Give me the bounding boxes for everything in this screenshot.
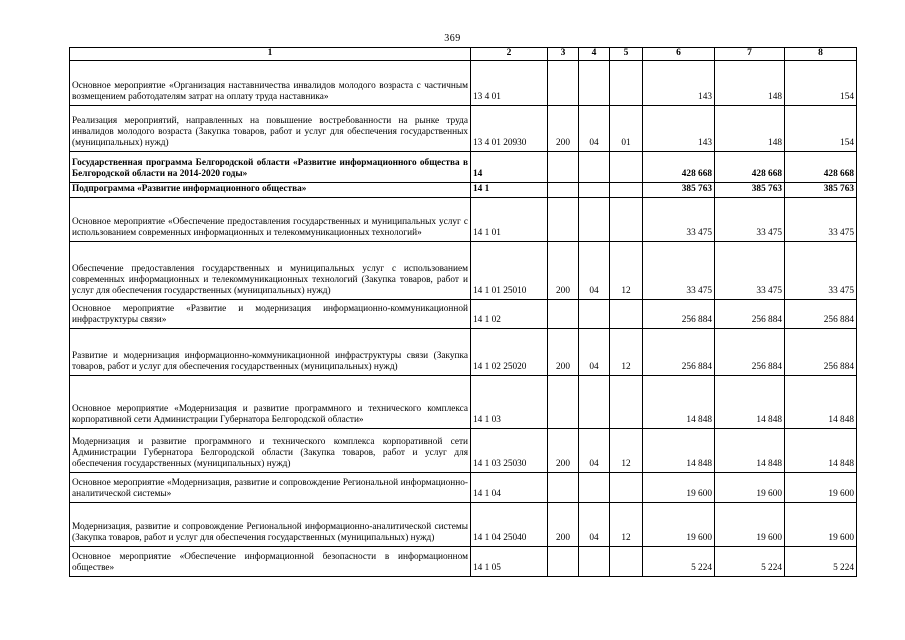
row-code: 14 1 04 [471, 472, 548, 502]
row-pr [610, 60, 643, 105]
row-name: Развитие и модернизация информационно-коммуникационной инфраструктуры связи (Закупка товаров, работ и услуг для обеспечения государственных (муниципальных) нужд) [70, 328, 471, 375]
row-rz [579, 182, 610, 197]
row-vr [548, 472, 579, 502]
header-cell-year2: 7 [715, 48, 785, 61]
row-year2: 19 600 [715, 502, 785, 546]
row-code: 14 1 01 [471, 197, 548, 241]
row-pr: 12 [610, 502, 643, 546]
row-year1: 428 668 [643, 151, 715, 182]
header-cell-vr: 3 [548, 48, 579, 61]
table-row [70, 105, 857, 151]
table-header-row [70, 48, 857, 61]
row-year3: 33 475 [785, 241, 857, 299]
row-year2: 256 884 [715, 328, 785, 375]
table-row [70, 328, 857, 375]
row-year3: 256 884 [785, 328, 857, 375]
row-code: 14 1 01 25010 [471, 241, 548, 299]
table-row [70, 502, 857, 546]
row-year1: 19 600 [643, 472, 715, 502]
row-year2: 33 475 [715, 241, 785, 299]
table-row [70, 182, 857, 197]
row-year2: 19 600 [715, 472, 785, 502]
row-code: 14 1 02 25020 [471, 328, 548, 375]
row-year1: 385 763 [643, 182, 715, 197]
row-year3: 19 600 [785, 472, 857, 502]
row-rz: 04 [579, 502, 610, 546]
header-cell-name: 1 [70, 48, 471, 61]
row-name: Модернизация и развитие программного и технического комплекса корпоративной сети Администрации Губернатора Белгородской области (Закупка товаров, работ и услуг для обеспечения государственных (муниципальных) нужд) [70, 428, 471, 472]
row-year2: 5 224 [715, 546, 785, 576]
table-row [70, 151, 857, 182]
row-rz [579, 151, 610, 182]
header-cell-rz: 4 [579, 48, 610, 61]
row-name: Модернизация, развитие и сопровождение Региональной информационно-аналитической системы (Закупка товаров, работ и услуг для обеспечения государственных (муниципальных) нужд) [70, 502, 471, 546]
row-name: Обеспечение предоставления государственных и муниципальных услуг с использованием современных информационных и телекоммуникационных технологий (Закупка товаров, работ и услуг для обеспечения государственных (муниципальных) нужд) [70, 241, 471, 299]
row-code: 14 1 04 25040 [471, 502, 548, 546]
row-year1: 143 [643, 105, 715, 151]
row-pr [610, 197, 643, 241]
header-cell-year1: 6 [643, 48, 715, 61]
row-name: Основное мероприятие «Обеспечение предоставления государственных и муниципальных услуг с использованием современных информационных и телекоммуникационных технологий» [70, 197, 471, 241]
row-year2: 256 884 [715, 299, 785, 328]
row-vr [548, 375, 579, 428]
row-code: 14 1 02 [471, 299, 548, 328]
row-name: Основное мероприятие «Модернизация и развитие программного и технического комплекса корпоративной сети Администрации Губернатора Белгородской области» [70, 375, 471, 428]
header-cell-year3: 8 [785, 48, 857, 61]
row-vr: 200 [548, 428, 579, 472]
row-year3: 33 475 [785, 197, 857, 241]
row-rz: 04 [579, 328, 610, 375]
row-year1: 33 475 [643, 241, 715, 299]
row-pr [610, 546, 643, 576]
row-year1: 5 224 [643, 546, 715, 576]
row-pr [610, 472, 643, 502]
table-row [70, 197, 857, 241]
row-name: Реализация мероприятий, направленных на повышение востребованности на рынке труда инвалидов молодого возраста (Закупка товаров, работ и услуг для обеспечения государственных (муниципальных) нужд) [70, 105, 471, 151]
table-row [70, 60, 857, 105]
table-row [70, 299, 857, 328]
row-year1: 256 884 [643, 299, 715, 328]
table-row [70, 546, 857, 576]
row-name: Основное мероприятие «Развитие и модернизация информационно-коммуникационной инфраструктуры связи» [70, 299, 471, 328]
row-vr: 200 [548, 328, 579, 375]
row-name: Основное мероприятие «Модернизация, развитие и сопровождение Региональной информационно-аналитической системы» [70, 472, 471, 502]
row-year2: 148 [715, 105, 785, 151]
row-year3: 256 884 [785, 299, 857, 328]
row-year3: 385 763 [785, 182, 857, 197]
row-rz [579, 299, 610, 328]
row-year1: 256 884 [643, 328, 715, 375]
row-rz [579, 472, 610, 502]
budget-table [69, 47, 857, 577]
row-name: Подпрограмма «Развитие информационного общества» [70, 182, 471, 197]
table-row [70, 375, 857, 428]
row-code: 14 [471, 151, 548, 182]
row-code: 14 1 03 25030 [471, 428, 548, 472]
row-rz: 04 [579, 105, 610, 151]
row-year2: 14 848 [715, 428, 785, 472]
row-year1: 14 848 [643, 375, 715, 428]
row-vr [548, 197, 579, 241]
row-year3: 428 668 [785, 151, 857, 182]
row-year3: 14 848 [785, 428, 857, 472]
row-rz [579, 60, 610, 105]
row-pr [610, 182, 643, 197]
row-code: 13 4 01 [471, 60, 548, 105]
row-year1: 19 600 [643, 502, 715, 546]
row-rz [579, 546, 610, 576]
row-year2: 14 848 [715, 375, 785, 428]
row-pr: 12 [610, 241, 643, 299]
row-rz: 04 [579, 241, 610, 299]
row-pr: 01 [610, 105, 643, 151]
row-code: 14 1 05 [471, 546, 548, 576]
row-pr: 12 [610, 328, 643, 375]
row-year1: 14 848 [643, 428, 715, 472]
row-code: 14 1 [471, 182, 548, 197]
table-row [70, 472, 857, 502]
row-vr: 200 [548, 241, 579, 299]
row-pr [610, 151, 643, 182]
row-pr [610, 299, 643, 328]
row-year3: 5 224 [785, 546, 857, 576]
row-rz [579, 375, 610, 428]
row-pr: 12 [610, 428, 643, 472]
row-year1: 33 475 [643, 197, 715, 241]
row-year3: 19 600 [785, 502, 857, 546]
row-code: 14 1 03 [471, 375, 548, 428]
row-name: Государственная программа Белгородской области «Развитие информационного общества в Белгородской области на 2014-2020 годы» [70, 151, 471, 182]
row-year2: 33 475 [715, 197, 785, 241]
row-vr: 200 [548, 502, 579, 546]
row-year2: 385 763 [715, 182, 785, 197]
row-rz [579, 197, 610, 241]
row-year3: 154 [785, 105, 857, 151]
row-year3: 14 848 [785, 375, 857, 428]
table-row [70, 428, 857, 472]
row-name: Основное мероприятие «Организация наставничества инвалидов молодого возраста с частичным возмещением работодателям затрат на оплату труда наставника» [70, 60, 471, 105]
row-vr [548, 546, 579, 576]
row-vr [548, 182, 579, 197]
row-year2: 428 668 [715, 151, 785, 182]
table-row [70, 241, 857, 299]
row-vr: 200 [548, 105, 579, 151]
row-rz: 04 [579, 428, 610, 472]
row-pr [610, 375, 643, 428]
row-code: 13 4 01 20930 [471, 105, 548, 151]
row-year2: 148 [715, 60, 785, 105]
page-number: 369 [444, 33, 461, 44]
row-vr [548, 151, 579, 182]
header-cell-pr: 5 [610, 48, 643, 61]
row-name: Основное мероприятие «Обеспечение информационной безопасности в информационном обществе» [70, 546, 471, 576]
row-vr [548, 60, 579, 105]
row-year1: 143 [643, 60, 715, 105]
row-vr [548, 299, 579, 328]
header-cell-code: 2 [471, 48, 548, 61]
row-year3: 154 [785, 60, 857, 105]
